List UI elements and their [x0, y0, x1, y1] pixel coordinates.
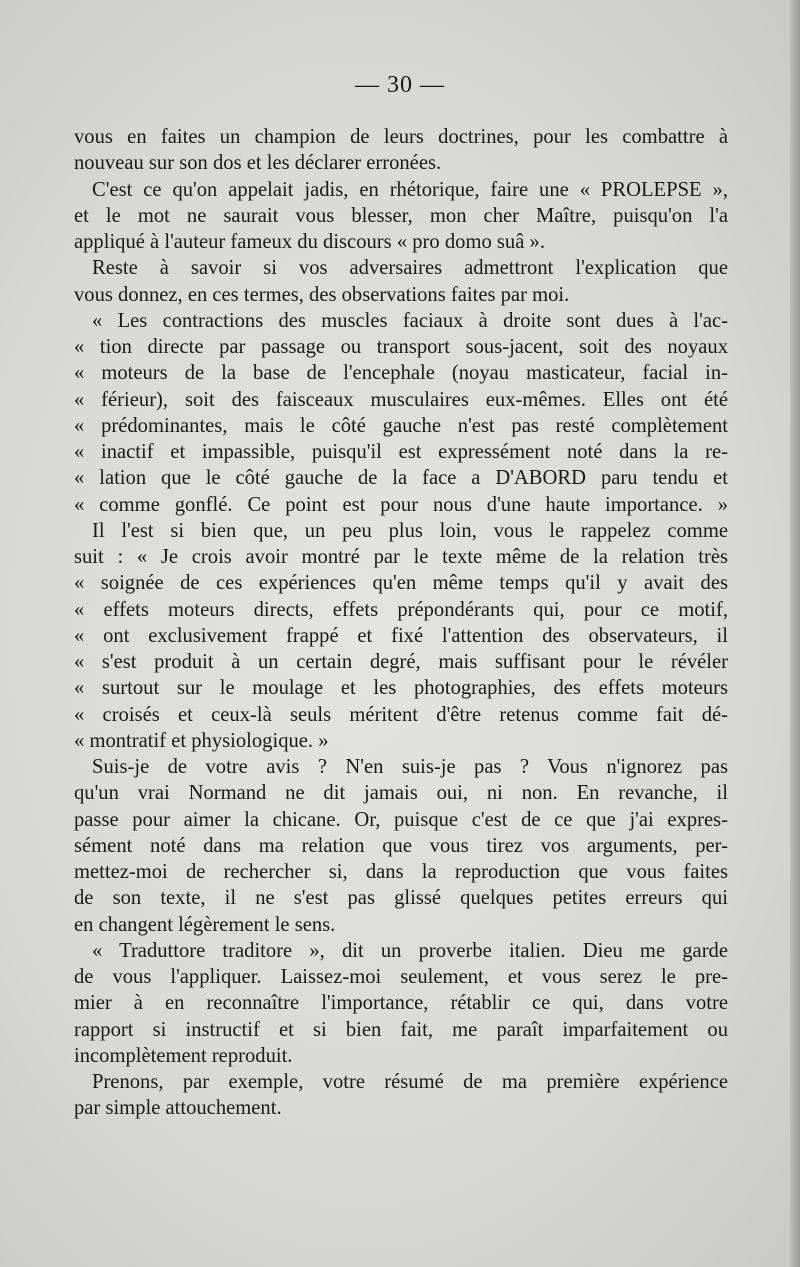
text-line: Il l'est si bien que, un peu plus loin, vous le rappelez comme [92, 519, 728, 542]
text-line: « férieur), soit des faisceaux musculaires eux-mêmes. Elles ont été [74, 388, 728, 411]
body-text [74, 124, 728, 1122]
text-line: mettez-moi de rechercher si, dans la reproduction que vous faites [74, 861, 728, 883]
text-line: en changent légèrement le sens. [74, 913, 336, 936]
text-line: incomplètement reproduit. [74, 1044, 293, 1067]
text-line: et le mot ne saurait vous blesser, mon cher Maître, puisqu'on l'a [74, 204, 728, 227]
text-line: Prenons, par exemple, votre résumé de ma première expérience [92, 1071, 728, 1093]
text-line: « montratif et physiologique. » [74, 729, 329, 752]
text-line: vous en faites un champion de leurs doctrines, pour les combattre à [74, 126, 728, 148]
text-line: Reste à savoir si vos adversaires admettront l'explication que [92, 257, 728, 280]
text-line: « moteurs de la base de l'encephale (noyau masticateur, facial in- [74, 362, 728, 385]
text-line: rapport si instructif et si bien fait, me paraît imparfaitement ou [74, 1018, 728, 1041]
text-line: de vous l'appliquer. Laissez-moi seulement, et vous serez le pre- [74, 966, 728, 988]
text-line: « prédominantes, mais le côté gauche n'est pas resté complètement [74, 414, 728, 437]
text-line: C'est ce qu'on appelait jadis, en rhétorique, faire une « PROLEPSE », [92, 178, 728, 201]
text-line: « Traduttore traditore », dit un proverbe italien. Dieu me garde [92, 939, 728, 962]
text-line: « Les contractions des muscles faciaux à droite sont dues à l'ac- [92, 309, 728, 332]
text-line: « s'est produit à un certain degré, mais suffisant pour le révéler [74, 651, 728, 673]
text-line: « lation que le côté gauche de la face a D'ABORD paru tendu et [74, 467, 728, 490]
text-line: suit : « Je crois avoir montré par le texte même de la relation très [74, 546, 728, 568]
text-line: « croisés et ceux-là seuls méritent d'être retenus comme fait dé- [74, 703, 728, 726]
page-number: — 30 — [355, 72, 445, 98]
text-line: « effets moteurs directs, effets prépondérants qui, pour ce motif, [74, 598, 728, 621]
text-line: passe pour aimer la chicane. Or, puisque c'est de ce que j'ai expres- [74, 808, 728, 831]
text-line: « soignée de ces expériences qu'en même temps qu'il y avait des [74, 572, 728, 595]
text-line: « surtout sur le moulage et les photographies, des effets moteurs [74, 677, 728, 700]
text-line: Suis-je de votre avis ? N'en suis-je pas ? Vous n'ignorez pas [92, 756, 728, 778]
page-edge-shadow [790, 0, 800, 1267]
text-line: mier à en reconnaître l'importance, rétablir ce qui, dans votre [74, 992, 728, 1015]
text-line: « comme gonflé. Ce point est pour nous d'une haute importance. » [74, 493, 728, 516]
text-line: nouveau sur son dos et les déclarer erronées. [74, 152, 442, 175]
text-line: « ont exclusivement frappé et fixé l'attention des observateurs, il [74, 624, 728, 647]
text-line: « inactif et impassible, puisqu'il est expressément noté dans la re- [74, 441, 728, 463]
text-line: de son texte, il ne s'est pas glissé quelques petites erreurs qui [74, 887, 728, 910]
text-line: sément noté dans ma relation que vous tirez vos arguments, per- [74, 834, 728, 857]
text-line: qu'un vrai Normand ne dit jamais oui, ni non. En revanche, il [74, 782, 728, 805]
text-line: « tion directe par passage ou transport sous-jacent, soit des noyaux [74, 336, 728, 358]
text-line: par simple attouchement. [74, 1097, 282, 1120]
text-line: appliqué à l'auteur fameux du discours « pro domo suâ ». [74, 231, 545, 253]
text-line: vous donnez, en ces termes, des observations faites par moi. [74, 283, 570, 306]
